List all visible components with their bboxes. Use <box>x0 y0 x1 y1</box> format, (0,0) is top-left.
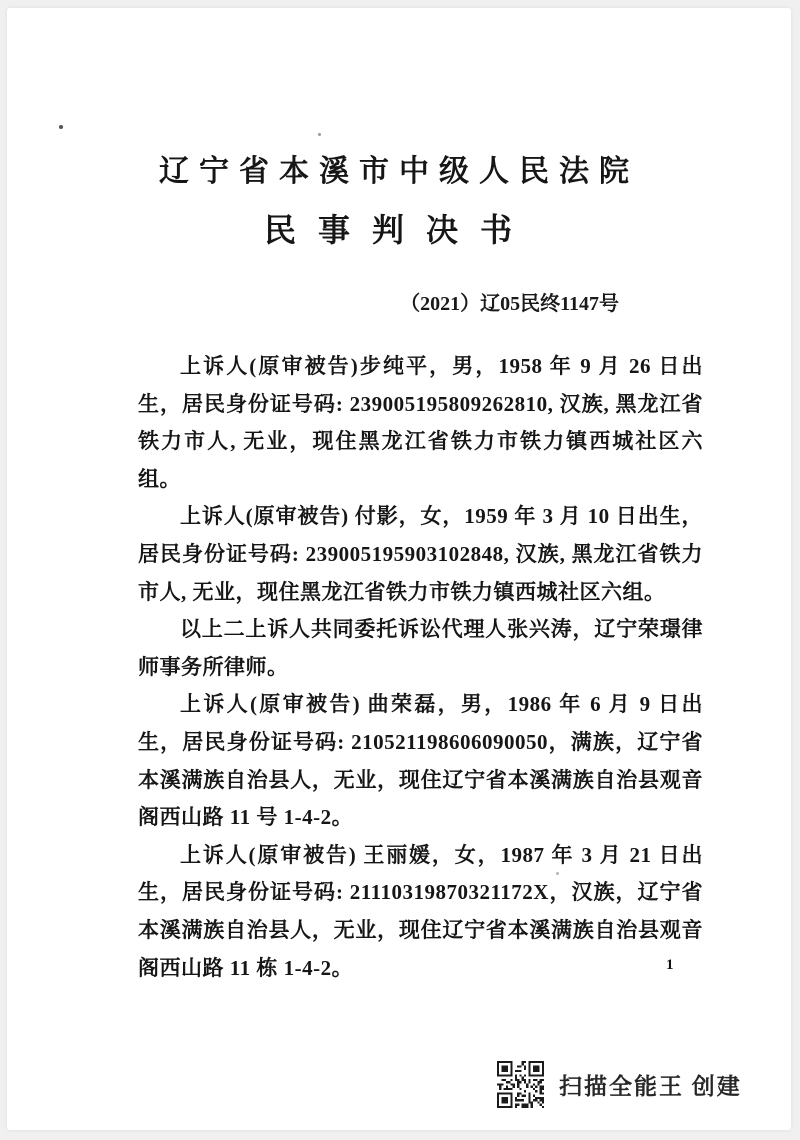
body-paragraph: 上诉人(原审被告) 王丽媛，女，1987 年 3 月 21 日出生，居民身份证号码: 21110319870321172X，汉族，辽宁省本溪满族自治县人，无业，现住辽宁省本溪满族自治县观音阁西山路 11 栋 1-4-2。 <box>138 842 703 980</box>
scan-artifact-speck <box>59 125 63 129</box>
case-number: （2021）辽05民终1147号 <box>400 293 619 315</box>
scan-artifact-speck <box>556 872 559 875</box>
page-number: 1 <box>666 957 674 973</box>
court-name-title: 辽宁省本溪市中级人民法院 <box>159 155 639 188</box>
scanner-watermark <box>497 1060 742 1109</box>
body-paragraph: 上诉人(原审被告) 曲荣磊，男，1986 年 6 月 9 日出生，居民身份证号码: 210521198606090050，满族，辽宁省本溪满族自治县人，无业，现住辽宁省本溪满族自治县观音阁西山路 11 号 1-4-2。 <box>138 692 703 830</box>
qr-code-icon <box>497 1060 544 1109</box>
judgment-body <box>138 348 703 987</box>
scan-artifact-speck <box>318 133 321 136</box>
document-type-title: 民事判决书 <box>263 212 534 248</box>
body-paragraph: 上诉人(原审被告) 付影，女，1959 年 3 月 10 日出生，居民身份证号码: 239005195903102848, 汉族, 黑龙江省铁力市人, 无业，现住黑龙江省铁力市铁力镇西城社区六组。 <box>138 504 703 604</box>
body-paragraph: 以上二上诉人共同委托诉讼代理人张兴涛，辽宁荣璟律师事务所律师。 <box>138 617 703 679</box>
document-page <box>7 8 791 1130</box>
body-paragraph: 上诉人(原审被告)步纯平，男，1958 年 9 月 26 日出生，居民身份证号码: 239005195809262810, 汉族, 黑龙江省铁力市人, 无业，现住黑龙江省铁力市铁力镇西城社区六组。 <box>138 354 703 491</box>
scanner-watermark-label: 扫描全能王 创建 <box>559 1074 742 1099</box>
